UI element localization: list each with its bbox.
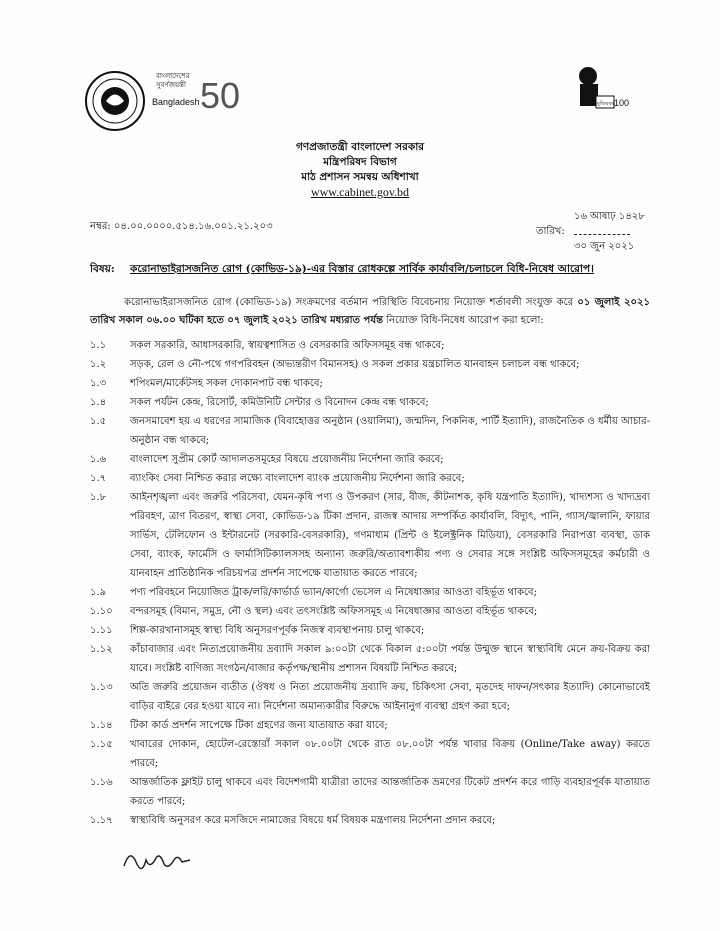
list-item: ১.১১ শিল্প-কারখানাসমূহ স্বাস্থ্য বিধি অনুসরণপূর্বক নিজস্ব ব্যবস্থাপনায় চালু থাকবে; <box>90 625 425 636</box>
intro-text-2: নিয়োক্ত বিধি-নিষেধ আরোপ করা হলো: <box>386 315 544 326</box>
list-item: ১.১৭ স্বাস্থ্যবিধি অনুসরণ করে মসজিদে নামাজের বিষয়ে ধর্ম বিষয়ক মন্ত্রণালয় নির্দেশনা প্রদান করবে; <box>90 815 496 826</box>
list-item: ১.৬ বাংলাদেশ সুপ্রীম কোর্ট আদালতসমূহের বিষয়ে প্রয়োজনীয় নির্দেশনা জারি করবে; <box>90 454 444 465</box>
subject-label: বিষয়: <box>90 263 115 275</box>
date-bangla: ১৬ আষাঢ় ১৪২৮ <box>574 211 645 222</box>
date-english: ৩০ জুন ২০২১ <box>574 241 635 252</box>
svg-text:Bangladesh: Bangladesh <box>152 97 200 107</box>
list-item: ১.২ সড়ক, রেল ও নৌ-পথে গণপরিবহন (অভ্যন্তরীণ বিমানসহ) ও সকল প্রকার যন্ত্রচালিত যানবাহন চলাচল বন্ধ থাকবে; <box>90 359 580 370</box>
list-item: ১.১২ কাঁচাবাজার এবং নিত্যপ্রয়োজনীয় দ্রব্যাদি সকাল ৯:০০টা থেকে বিকাল ৫:০০টা পর্যন্ত উন্মুক্ত স্থানে স্বাস্থ্যবিধি মেনে ক্রয়-বিক্রয় করা যাবে। সংশ্লিষ্ট বাণিজ্য সংগঠন/বাজার কর্তৃপক্ষ/স্থানীয় প্রশাসন বিষয়টি নিশ্চিত করবে; <box>90 644 650 674</box>
list-item: ১.১৪ টিকা কার্ড প্রদর্শন সাপেক্ষে টিকা গ্রহণের জন্য যাতায়াত করা যাবে; <box>90 720 388 731</box>
date-label: তারিখ: <box>536 226 565 237</box>
list-item: ১.১ সকল সরকারি, আধাসরকারি, স্বায়ত্বশাসিত ও বেসরকারি অফিসসমূহ বন্ধ থাকবে; <box>90 340 445 351</box>
subject-text: করোনাভাইরাসজনিত রোগ (কোভিড-১৯)-এর বিস্তার রোধকল্পে সার্বিক কার্যাবলি/চলাচলে বিধি-নিষেধ আরোপ। <box>130 263 594 275</box>
svg-text:সুবর্ণজয়ন্তী: সুবর্ণজয়ন্তী <box>156 81 186 89</box>
header-wing: মাঠ প্রশাসন সমন্বয় অধিশাখা <box>301 171 419 183</box>
date-block <box>536 209 645 254</box>
list-item: ১.১৬ আন্তর্জাতিক ফ্লাইট চালু থাকবে এবং বিদেশগামী যাত্রীরা তাদের আন্তর্জাতিক ভ্রমণের টিকেট প্রদর্শন করে গাড়ি ব্যবহারপূর্বক যাতায়াত করতে পারবে; <box>90 777 650 807</box>
svg-text:মুজিববর্ষ: মুজিববর্ষ <box>597 101 615 107</box>
header-block <box>0 140 720 200</box>
intro-bold-dates: ০১ জুলাই ২০২১ তারিখ সকাল ০৬.০০ ঘটিকা হতে ০৭ জুলাই ২০২১ তারিখ মধ্যরাত পর্যন্ত <box>90 297 651 326</box>
svg-text:100: 100 <box>614 98 630 108</box>
subject-line <box>90 262 650 279</box>
list-item: ১.৮ আইনশৃঙ্খলা এবং জরুরি পরিসেবা, যেমন-কৃষি পণ্য ও উপকরণ (সার, বীজ, কীটনাশক, কৃষি যন্ত্রপাতি ইত্যাদি), খাদ্যশস্য ও খাদ্যদ্রব্য পরিবহণ, ত্রাণ বিতরণ, স্বাস্থ্য সেবা, কোভিড-১৯ টিকা প্রদান, রাজস্ব আদায় সম্পর্কিত কার্যাবলি, বিদ্যুৎ, পানি, গ্যাস/জ্বালানি, ফায়ার সার্ভিস, টেলিফোন ও ইন্টারনেট (সরকারি-বেসরকারি), গণমাধ্যম (প্রিন্ট ও ইলেক্ট্রনিক মিডিয়া), বেসরকারি নিরাপত্তা ব্যবস্থা, ডাক সেবা, ব্যাংক, ফার্মেসি ও ফার্মাসিটিক্যালসসহ অন্যান্য জরুরি/অত্যাবশ্যকীয় পণ্য ও সেবার সঙ্গে সংশ্লিষ্ট অফিসসমূহের কর্মচারী ও যানবাহন প্রাতিষ্ঠানিক পরিচয়পত্র প্রদর্শন সাপেক্ষে যাতায়াত করতে পারবে; <box>90 492 650 579</box>
list-item: ১.৯ পণ্য পরিবহনে নিয়োজিত ট্রাক/লরি/কার্ভার্ড ভ্যান/কার্গো ভেসেল এ নিষেধাজ্ঞার আওতা বহির্ভূত থাকবে; <box>90 587 537 598</box>
header-website-link[interactable]: www.cabinet.gov.bd <box>310 185 410 199</box>
government-seal-logo <box>84 70 146 132</box>
handwritten-signature <box>120 840 200 880</box>
list-item: ১.১০ বন্দরসমূহ (বিমান, সমুদ্র, নৌ ও স্থল) এবং তৎসংশ্লিষ্ট অফিসসমূহ এ নিষেধাজ্ঞার আওতা বহির্ভূত থাকবে; <box>90 606 538 617</box>
bangladesh-50-logo <box>150 64 240 122</box>
svg-text:50: 50 <box>200 75 240 116</box>
header-government: গণপ্রজাতন্ত্রী বাংলাদেশ সরকার <box>295 141 425 153</box>
list-item: ১.১৫ খাবারের দোকান, হোটেল-রেস্তোরাঁ সকাল ০৮.০০টা থেকে রাত ০৮.০০টা পর্যন্ত খাবার বিক্রয় (Online/Take away) করতে পারবে; <box>90 739 650 769</box>
date-divider <box>574 224 630 235</box>
restrictions-list <box>90 336 650 830</box>
list-item: ১.৪ সকল পর্যটন কেন্দ্র, রিসোর্ট, কমিউনিটি সেন্টার ও বিনোদন কেন্দ্র বন্ধ থাকবে; <box>90 397 429 408</box>
list-item: ১.৫ জনসমাবেশ হয় এ ধরণের সামাজিক (বিবাহোত্তর অনুষ্ঠান (ওয়ালিমা), জন্মদিন, পিকনিক, পার্টি ইত্যাদি), রাজনৈতিক ও ধর্মীয় আচার-অনুষ্ঠান বন্ধ থাকবে; <box>90 416 650 446</box>
mujib-borsho-logo <box>568 62 634 116</box>
list-item: ১.১৩ অতি জরুরি প্রয়োজন ব্যতীত (ঔষধ ও নিত্য প্রয়োজনীয় দ্রব্যাদি ক্রয়, চিকিৎসা সেবা, মৃতদেহ দাফন/সৎকার ইত্যাদি) কোনোভাবেই বাড়ির বাইরে বের হওয়া যাবে না। নির্দেশনা অমান্যকারীর বিরুদ্ধে আইনানুগ ব্যবস্থা গ্রহণ করা হবে; <box>90 682 650 712</box>
intro-paragraph <box>90 294 650 330</box>
list-item: ১.৭ ব্যাংকিং সেবা নিশ্চিত করার লক্ষ্যে বাংলাদেশ ব্যাংক প্রয়োজনীয় নির্দেশনা জারি করবে; <box>90 473 465 484</box>
svg-text:বাংলাদেশের: বাংলাদেশের <box>156 72 190 80</box>
header-division: মন্ত্রিপরিষদ বিভাগ <box>323 156 397 168</box>
intro-text-1: করোনাভাইরাসজনিত রোগ (কোভিড-১৯) সংক্রমণের বর্তমান পরিস্থিতি বিবেচনায় নিয়োক্ত শর্তাবলী সংযুক্ত করে <box>124 297 574 308</box>
memo-number: নম্বর: ০৪.০০.০০০০.৫১৪.১৬.০০১.২১.২০৩ <box>90 221 273 232</box>
list-item: ১.৩ শপিংমল/মার্কেটসহ সকল দোকানপাট বন্ধ থাকবে; <box>90 378 323 389</box>
